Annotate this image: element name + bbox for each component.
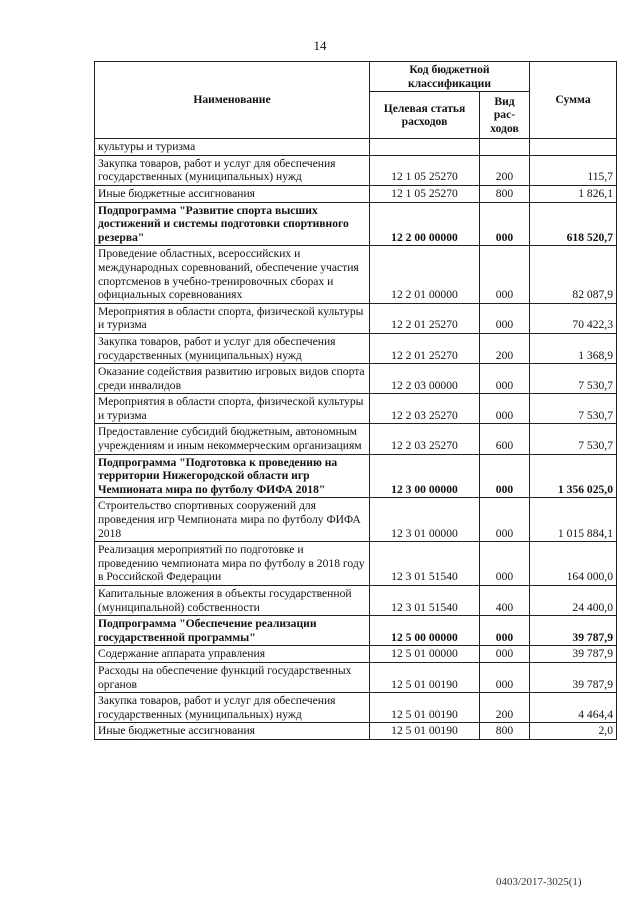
row-name: Подпрограмма "Обеспечение реализации государственной программы" [95, 616, 370, 646]
row-name: Предоставление субсидий бюджетным, автономным учреждениям и иным некоммерческим организациям [95, 424, 370, 454]
row-target-article: 12 5 01 00190 [370, 693, 480, 723]
row-sum: 39 787,9 [530, 616, 617, 646]
row-target-article: 12 3 01 00000 [370, 498, 480, 542]
row-target-article: 12 5 01 00190 [370, 723, 480, 740]
table-body [95, 139, 617, 740]
row-sum: 70 422,3 [530, 303, 617, 333]
row-target-article [370, 139, 480, 156]
table-row [95, 723, 617, 740]
row-expense-type: 000 [480, 202, 530, 246]
row-sum: 24 400,0 [530, 586, 617, 616]
row-target-article: 12 2 01 00000 [370, 246, 480, 303]
table-row [95, 155, 617, 185]
row-name: Оказание содействия развитию игровых видов спорта среди инвалидов [95, 364, 370, 394]
row-sum: 1 015 884,1 [530, 498, 617, 542]
row-sum: 4 464,4 [530, 693, 617, 723]
row-name: Закупка товаров, работ и услуг для обеспечения государственных (муниципальных) нужд [95, 155, 370, 185]
table-row [95, 394, 617, 424]
row-name: Иные бюджетные ассигнования [95, 185, 370, 202]
row-target-article: 12 2 03 25270 [370, 394, 480, 424]
row-sum: 1 356 025,0 [530, 454, 617, 498]
table-row [95, 333, 617, 363]
row-name: Мероприятия в области спорта, физической культуры и туризма [95, 303, 370, 333]
row-name: Подпрограмма "Развитие спорта высших достижений и системы подготовки спортивного резерва" [95, 202, 370, 246]
row-expense-type: 000 [480, 303, 530, 333]
table-row [95, 364, 617, 394]
row-expense-type: 000 [480, 662, 530, 692]
row-name: Строительство спортивных сооружений для проведения игр Чемпионата мира по футболу ФИФА 2018 [95, 498, 370, 542]
header-target-article: Целевая статья расходов [370, 92, 480, 139]
row-target-article: 12 2 00 00000 [370, 202, 480, 246]
row-target-article: 12 5 01 00190 [370, 662, 480, 692]
budget-table [94, 61, 617, 740]
table-row [95, 662, 617, 692]
table-row [95, 424, 617, 454]
row-sum: 7 530,7 [530, 364, 617, 394]
row-name: Подпрограмма "Подготовка к проведению на территории Нижегородской области игр Чемпионата мира по футболу ФИФА 2018" [95, 454, 370, 498]
row-sum: 115,7 [530, 155, 617, 185]
row-target-article: 12 2 01 25270 [370, 303, 480, 333]
row-name: культуры и туризма [95, 139, 370, 156]
row-sum: 39 787,9 [530, 646, 617, 663]
row-expense-type: 600 [480, 424, 530, 454]
row-sum [530, 139, 617, 156]
row-sum: 39 787,9 [530, 662, 617, 692]
row-target-article: 12 2 01 25270 [370, 333, 480, 363]
table-row [95, 246, 617, 303]
table-row [95, 498, 617, 542]
table-row [95, 139, 617, 156]
row-name: Закупка товаров, работ и услуг для обеспечения государственных (муниципальных) нужд [95, 333, 370, 363]
row-target-article: 12 5 00 00000 [370, 616, 480, 646]
table-row [95, 542, 617, 586]
row-expense-type: 800 [480, 723, 530, 740]
document-code: 0403/2017-3025(1) [496, 876, 582, 888]
row-expense-type: 000 [480, 246, 530, 303]
row-expense-type: 000 [480, 616, 530, 646]
row-name: Закупка товаров, работ и услуг для обеспечения государственных (муниципальных) нужд [95, 693, 370, 723]
row-sum: 1 368,9 [530, 333, 617, 363]
table-row [95, 616, 617, 646]
row-expense-type: 000 [480, 394, 530, 424]
row-name: Проведение областных, всероссийских и международных соревнований, обеспечение участия спортсменов в учебно-тренировочных сборах и официальных соревнованиях [95, 246, 370, 303]
table-row [95, 454, 617, 498]
row-expense-type [480, 139, 530, 156]
row-sum: 2,0 [530, 723, 617, 740]
table-row [95, 646, 617, 663]
row-sum: 1 826,1 [530, 185, 617, 202]
row-expense-type: 000 [480, 646, 530, 663]
row-target-article: 12 2 03 25270 [370, 424, 480, 454]
header-name: Наименование [95, 62, 370, 139]
row-target-article: 12 5 01 00000 [370, 646, 480, 663]
row-expense-type: 000 [480, 454, 530, 498]
row-name: Расходы на обеспечение функций государственных органов [95, 662, 370, 692]
row-name: Мероприятия в области спорта, физической культуры и туризма [95, 394, 370, 424]
table-row [95, 586, 617, 616]
row-expense-type: 000 [480, 498, 530, 542]
row-target-article: 12 3 01 51540 [370, 586, 480, 616]
table-row [95, 185, 617, 202]
page-number: 14 [313, 38, 327, 53]
row-target-article: 12 3 00 00000 [370, 454, 480, 498]
row-expense-type: 000 [480, 364, 530, 394]
row-sum: 164 000,0 [530, 542, 617, 586]
header-classification: Код бюджетной классификации [370, 62, 530, 92]
row-target-article: 12 3 01 51540 [370, 542, 480, 586]
row-sum: 82 087,9 [530, 246, 617, 303]
table-row [95, 693, 617, 723]
row-expense-type: 200 [480, 333, 530, 363]
row-target-article: 12 1 05 25270 [370, 155, 480, 185]
row-expense-type: 200 [480, 693, 530, 723]
row-name: Капитальные вложения в объекты государственной (муниципальной) собственности [95, 586, 370, 616]
table-row [95, 202, 617, 246]
header-row [95, 62, 617, 92]
row-sum: 7 530,7 [530, 424, 617, 454]
header-expense-type: Вид рас-ходов [480, 92, 530, 139]
table-row [95, 303, 617, 333]
row-expense-type: 200 [480, 155, 530, 185]
row-expense-type: 000 [480, 542, 530, 586]
header-sum: Сумма [530, 62, 617, 139]
row-name: Иные бюджетные ассигнования [95, 723, 370, 740]
row-name: Содержание аппарата управления [95, 646, 370, 663]
row-target-article: 12 2 03 00000 [370, 364, 480, 394]
row-name: Реализация мероприятий по подготовке и проведению чемпионата мира по футболу в 2018 году в Российской Федерации [95, 542, 370, 586]
row-sum: 618 520,7 [530, 202, 617, 246]
row-target-article: 12 1 05 25270 [370, 185, 480, 202]
row-expense-type: 400 [480, 586, 530, 616]
row-expense-type: 800 [480, 185, 530, 202]
row-sum: 7 530,7 [530, 394, 617, 424]
